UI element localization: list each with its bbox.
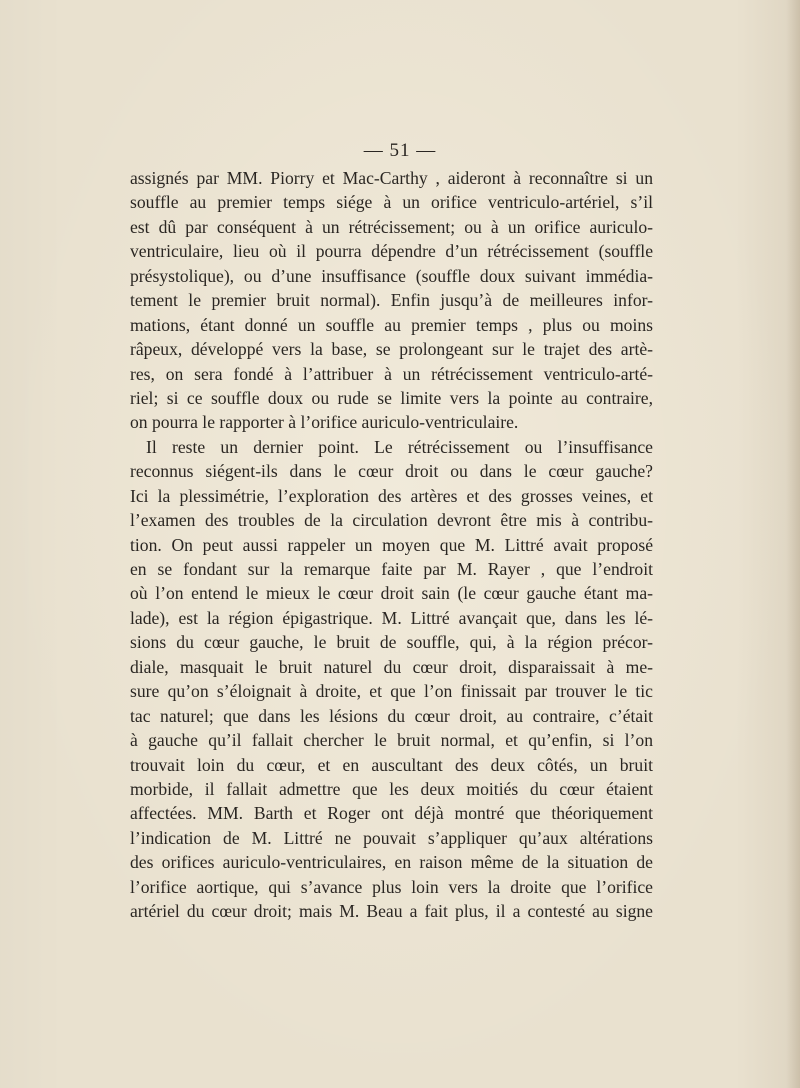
text-line: ventriculaire, lieu où il pourra dépendre d’un rétrécissement (souffle — [130, 241, 653, 262]
text-line: râpeux, développé vers la base, se prolongeant sur le trajet des artè- — [130, 339, 653, 360]
text-line: l’examen des troubles de la circulation devront être mis à contribu- — [130, 510, 653, 531]
text-line: artériel du cœur droit; mais M. Beau a fait plus, il a contesté au signe — [130, 901, 653, 922]
body-text — [130, 166, 653, 924]
text-line: tac naturel; que dans les lésions du cœur droit, au contraire, c’était — [130, 705, 653, 726]
text-line: tement le premier bruit normal). Enfin jusqu’à de meilleures infor- — [130, 290, 653, 311]
text-line: est dû par conséquent à un rétrécissement; ou à un orifice auriculo- — [130, 216, 653, 237]
text-line: à gauche qu’il fallait chercher le bruit normal, et qu’enfin, si l’on — [130, 730, 653, 751]
text-line: trouvait loin du cœur, et en auscultant des deux côtés, un bruit — [130, 754, 653, 775]
text-line: l’indication de M. Littré ne pouvait s’appliquer qu’aux altérations — [130, 827, 653, 848]
text-line: présystolique), ou d’une insuffisance (souffle doux suivant immédia- — [130, 265, 653, 286]
text-line: l’orifice aortique, qui s’avance plus loin vers la droite que l’orifice — [130, 876, 653, 897]
text-line: mations, étant donné un souffle au premier temps , plus ou moins — [130, 314, 653, 335]
text-line: sions du cœur gauche, le bruit de souffle, qui, à la région précor- — [130, 632, 653, 653]
text-line: reconnus siégent-ils dans le cœur droit ou dans le cœur gauche? — [130, 461, 653, 482]
text-line: affectées. MM. Barth et Roger ont déjà montré que théoriquement — [130, 803, 653, 824]
text-line: tion. On peut aussi rappeler un moyen que M. Littré avait proposé — [130, 534, 653, 555]
text-line: où l’on entend le mieux le cœur droit sain (le cœur gauche étant ma- — [130, 583, 653, 604]
text-line: assignés par MM. Piorry et Mac-Carthy , aideront à reconnaître si un — [130, 168, 653, 188]
page-number: — 51 — — [363, 140, 437, 161]
text-line: Il reste un dernier point. Le rétrécissement ou l’insuffisance — [146, 436, 653, 457]
page-edge-shadow — [786, 0, 800, 1088]
text-line: riel; si ce souffle doux ou rude se limite vers la pointe au contraire, — [130, 387, 653, 408]
text-line: Ici la plessimétrie, l’exploration des artères et des grosses veines, et — [130, 485, 653, 506]
text-line: en se fondant sur la remarque faite par M. Rayer , que l’endroit — [130, 559, 653, 579]
text-line: on pourra le rapporter à l’orifice auriculo-ventriculaire. — [130, 412, 519, 433]
text-line: sure qu’on s’éloignait à droite, et que l’on finissait par trouver le tic — [130, 681, 653, 702]
text-line: res, on sera fondé à l’attribuer à un rétrécissement ventriculo-arté- — [130, 363, 653, 384]
text-line: des orifices auriculo-ventriculaires, en raison même de la situation de — [130, 852, 653, 873]
text-line: diale, masquait le bruit naturel du cœur droit, disparaissait à me- — [130, 656, 653, 677]
text-line: morbide, il fallait admettre que les deux moitiés du cœur étaient — [130, 778, 653, 799]
text-line: lade), est la région épigastrique. M. Littré avançait que, dans les lé- — [130, 607, 653, 628]
text-line: souffle au premier temps siége à un orifice ventriculo-artériel, s’il — [130, 192, 653, 213]
